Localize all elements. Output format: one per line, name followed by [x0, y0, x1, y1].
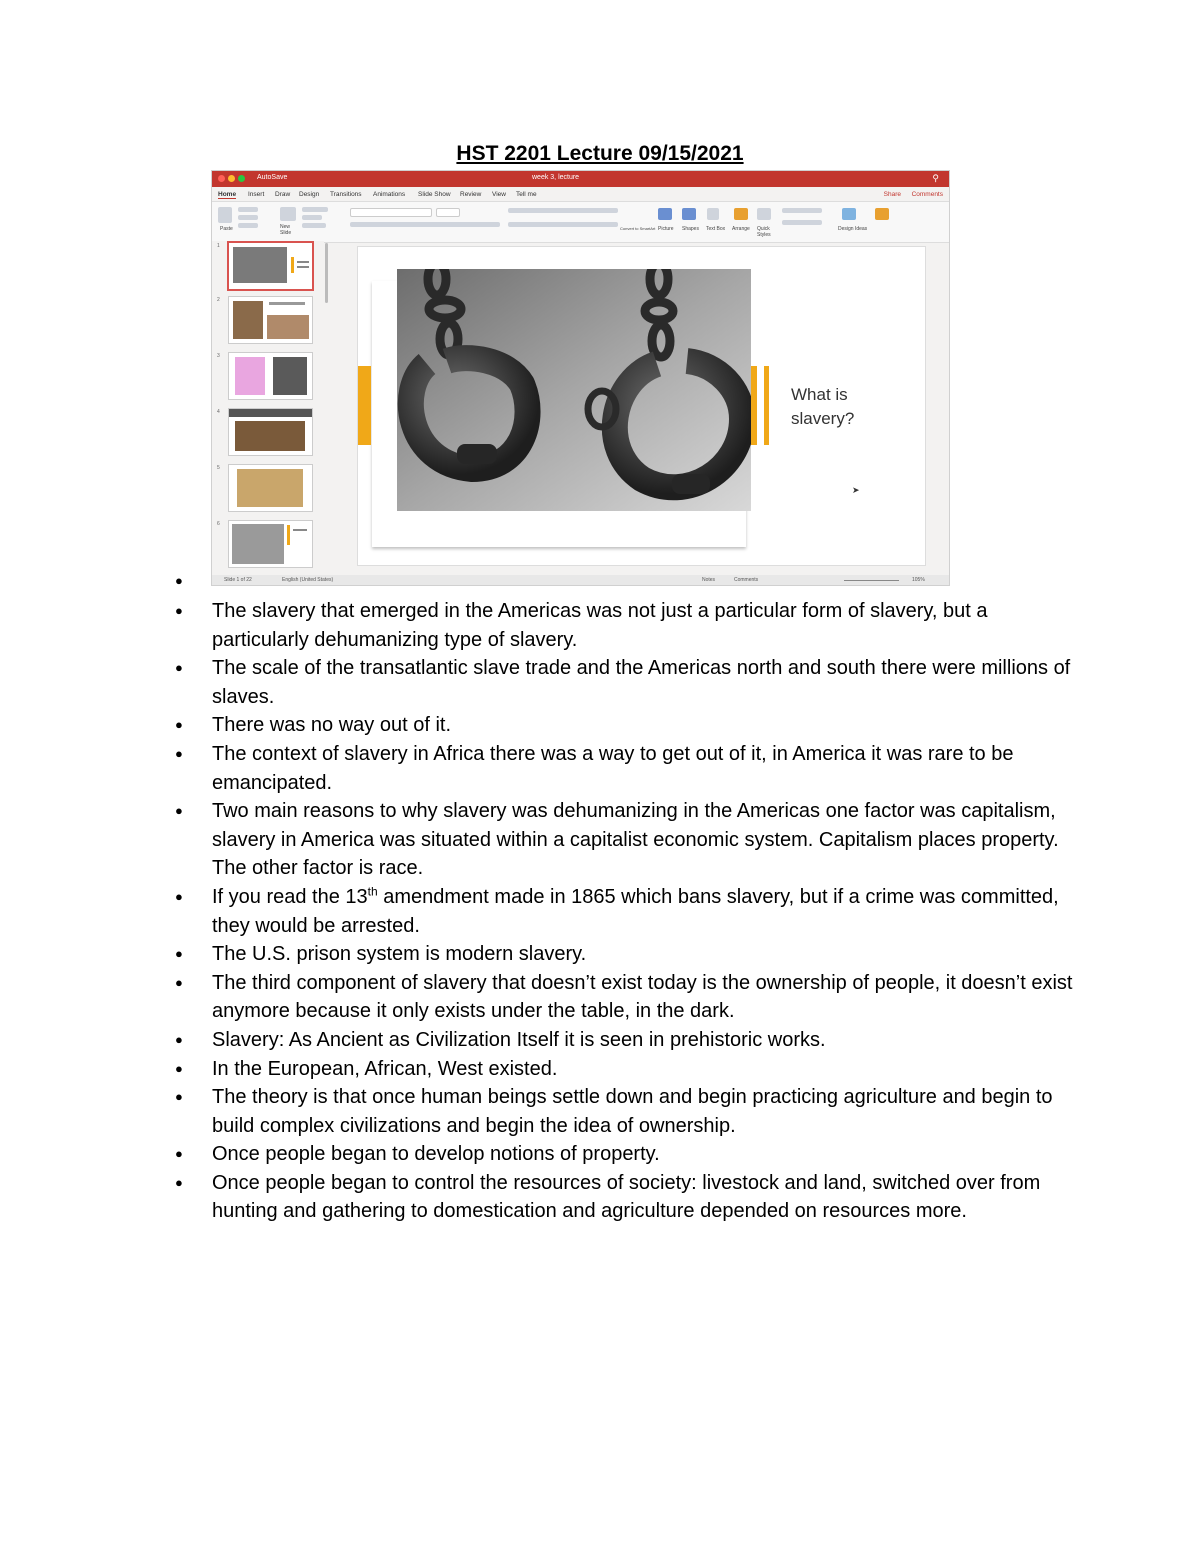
slide-thumbnail [228, 296, 313, 344]
tab-slide-show: Slide Show [418, 191, 451, 198]
new-slide-label: New Slide [280, 224, 292, 236]
document-name: week 3, lecture [532, 174, 580, 181]
design-ideas-label: Design Ideas [838, 226, 868, 232]
quick-styles-label: Quick Styles [757, 226, 771, 238]
document-title: HST 2201 Lecture 09/15/2021 [456, 142, 744, 165]
list-item: ● The scale of the transatlantic slave trade and the Americas north and south there were millions of slaves. [175, 654, 1075, 711]
tab-transitions: Transitions [330, 191, 362, 198]
tab-tell-me: Tell me [516, 191, 537, 198]
slide-title [791, 383, 901, 431]
slide-thumbnail [228, 520, 313, 568]
close-icon [218, 175, 225, 182]
list-item: ● There was no way out of it. [175, 711, 1075, 740]
slide-thumbnail [227, 241, 314, 291]
tab-draw: Draw [275, 191, 291, 198]
tab-home: Home [218, 191, 237, 198]
list-item: ● The U.S. prison system is modern slavery. [175, 940, 1075, 969]
comments-button: Comments [911, 191, 943, 198]
tab-view: View [492, 191, 506, 198]
slide-number: 3 [217, 353, 220, 359]
accent-bar-left [358, 366, 371, 445]
window-controls [218, 175, 248, 184]
slide-thumbnail [228, 352, 313, 400]
shapes-label: Shapes [682, 226, 699, 232]
list-item-text: amendment made in 1865 which bans slavery, but if a crime was committed, they would be arrested. [212, 885, 1059, 937]
lecture-notes-list [175, 567, 1075, 1226]
ribbon-tabs [212, 187, 949, 202]
list-item: ● Once people began to develop notions of property. [175, 1140, 1075, 1169]
tab-review: Review [460, 191, 482, 198]
superscript: th [367, 884, 378, 899]
list-item: ● Once people began to control the resources of society: livestock and land, switched over from hunting and gathering to domestication and agriculture depended on resources more. [175, 1169, 1075, 1226]
list-item [175, 567, 1075, 597]
comments-status-button: Comments [734, 577, 759, 583]
mouse-cursor-icon: ➤ [852, 485, 860, 495]
picture-label: Picture [658, 226, 674, 232]
list-item [175, 883, 1075, 940]
list-item: ● The theory is that once human beings settle down and begin practicing agriculture and begin to build complex civilizations and begin the idea of ownership. [175, 1083, 1075, 1140]
slide-thumbnails [212, 241, 324, 571]
slide-number: 5 [217, 465, 220, 471]
paste-label: Paste [220, 226, 233, 232]
list-item: ● The context of slavery in Africa there was a way to get out of it, in America it was rare to be emancipated. [175, 740, 1075, 797]
shackles-photo [397, 269, 751, 511]
slide-thumbnail [228, 464, 313, 512]
slide-title-line: What is [791, 385, 848, 404]
arrange-label: Arrange [732, 226, 750, 232]
list-item: ● The slavery that emerged in the Americas was not just a particular form of slavery, but a particularly dehumanizing type of slavery. [175, 597, 1075, 654]
list-item-text: If you read the 13 [212, 885, 368, 908]
thumbnail-scrollbar [325, 243, 328, 303]
list-item: ● In the European, African, West existed. [175, 1055, 1075, 1084]
convert-smartart-label: Convert to SmartArt [620, 226, 656, 231]
search-icon: ⚲ [932, 173, 939, 183]
language-label: English (United States) [282, 577, 334, 583]
accent-bar-right [764, 366, 769, 445]
slide-title-line: slavery? [791, 409, 855, 428]
slide-number: 1 [217, 243, 220, 249]
minimize-icon [228, 175, 235, 182]
tab-design: Design [299, 191, 320, 198]
powerpoint-screenshot [211, 170, 950, 586]
slide-number: 4 [217, 409, 220, 415]
text-box-label: Text Box [706, 226, 726, 232]
zoom-level: 105% [912, 577, 925, 583]
slide-canvas [357, 246, 926, 566]
app-titlebar [212, 171, 949, 187]
slide-count: Slide 1 of 22 [224, 577, 252, 583]
list-item: ● Two main reasons to why slavery was dehumanizing in the Americas one factor was capitalism, slavery in America was situated within a capitalist economic system. Capitalism places property. The other factor is race. [175, 797, 1075, 883]
tab-insert: Insert [248, 191, 265, 198]
slide-number: 2 [217, 297, 220, 303]
autosave-label: AutoSave [257, 174, 288, 181]
list-item: ● Slavery: As Ancient as Civilization Itself it is seen in prehistoric works. [175, 1026, 1075, 1055]
list-item: ● The third component of slavery that doesn’t exist today is the ownership of people, it doesn’t exist anymore because it only exists under the table, in the dark. [175, 969, 1075, 1026]
share-button: Share [883, 191, 901, 198]
ribbon-toolbar [212, 202, 949, 243]
slide-thumbnail [228, 408, 313, 456]
maximize-icon [238, 175, 245, 182]
notes-button: Notes [702, 577, 716, 583]
slide-number: 6 [217, 521, 220, 527]
accent-bar-right [751, 366, 757, 445]
tab-animations: Animations [373, 191, 406, 198]
shackles-image [397, 269, 751, 511]
